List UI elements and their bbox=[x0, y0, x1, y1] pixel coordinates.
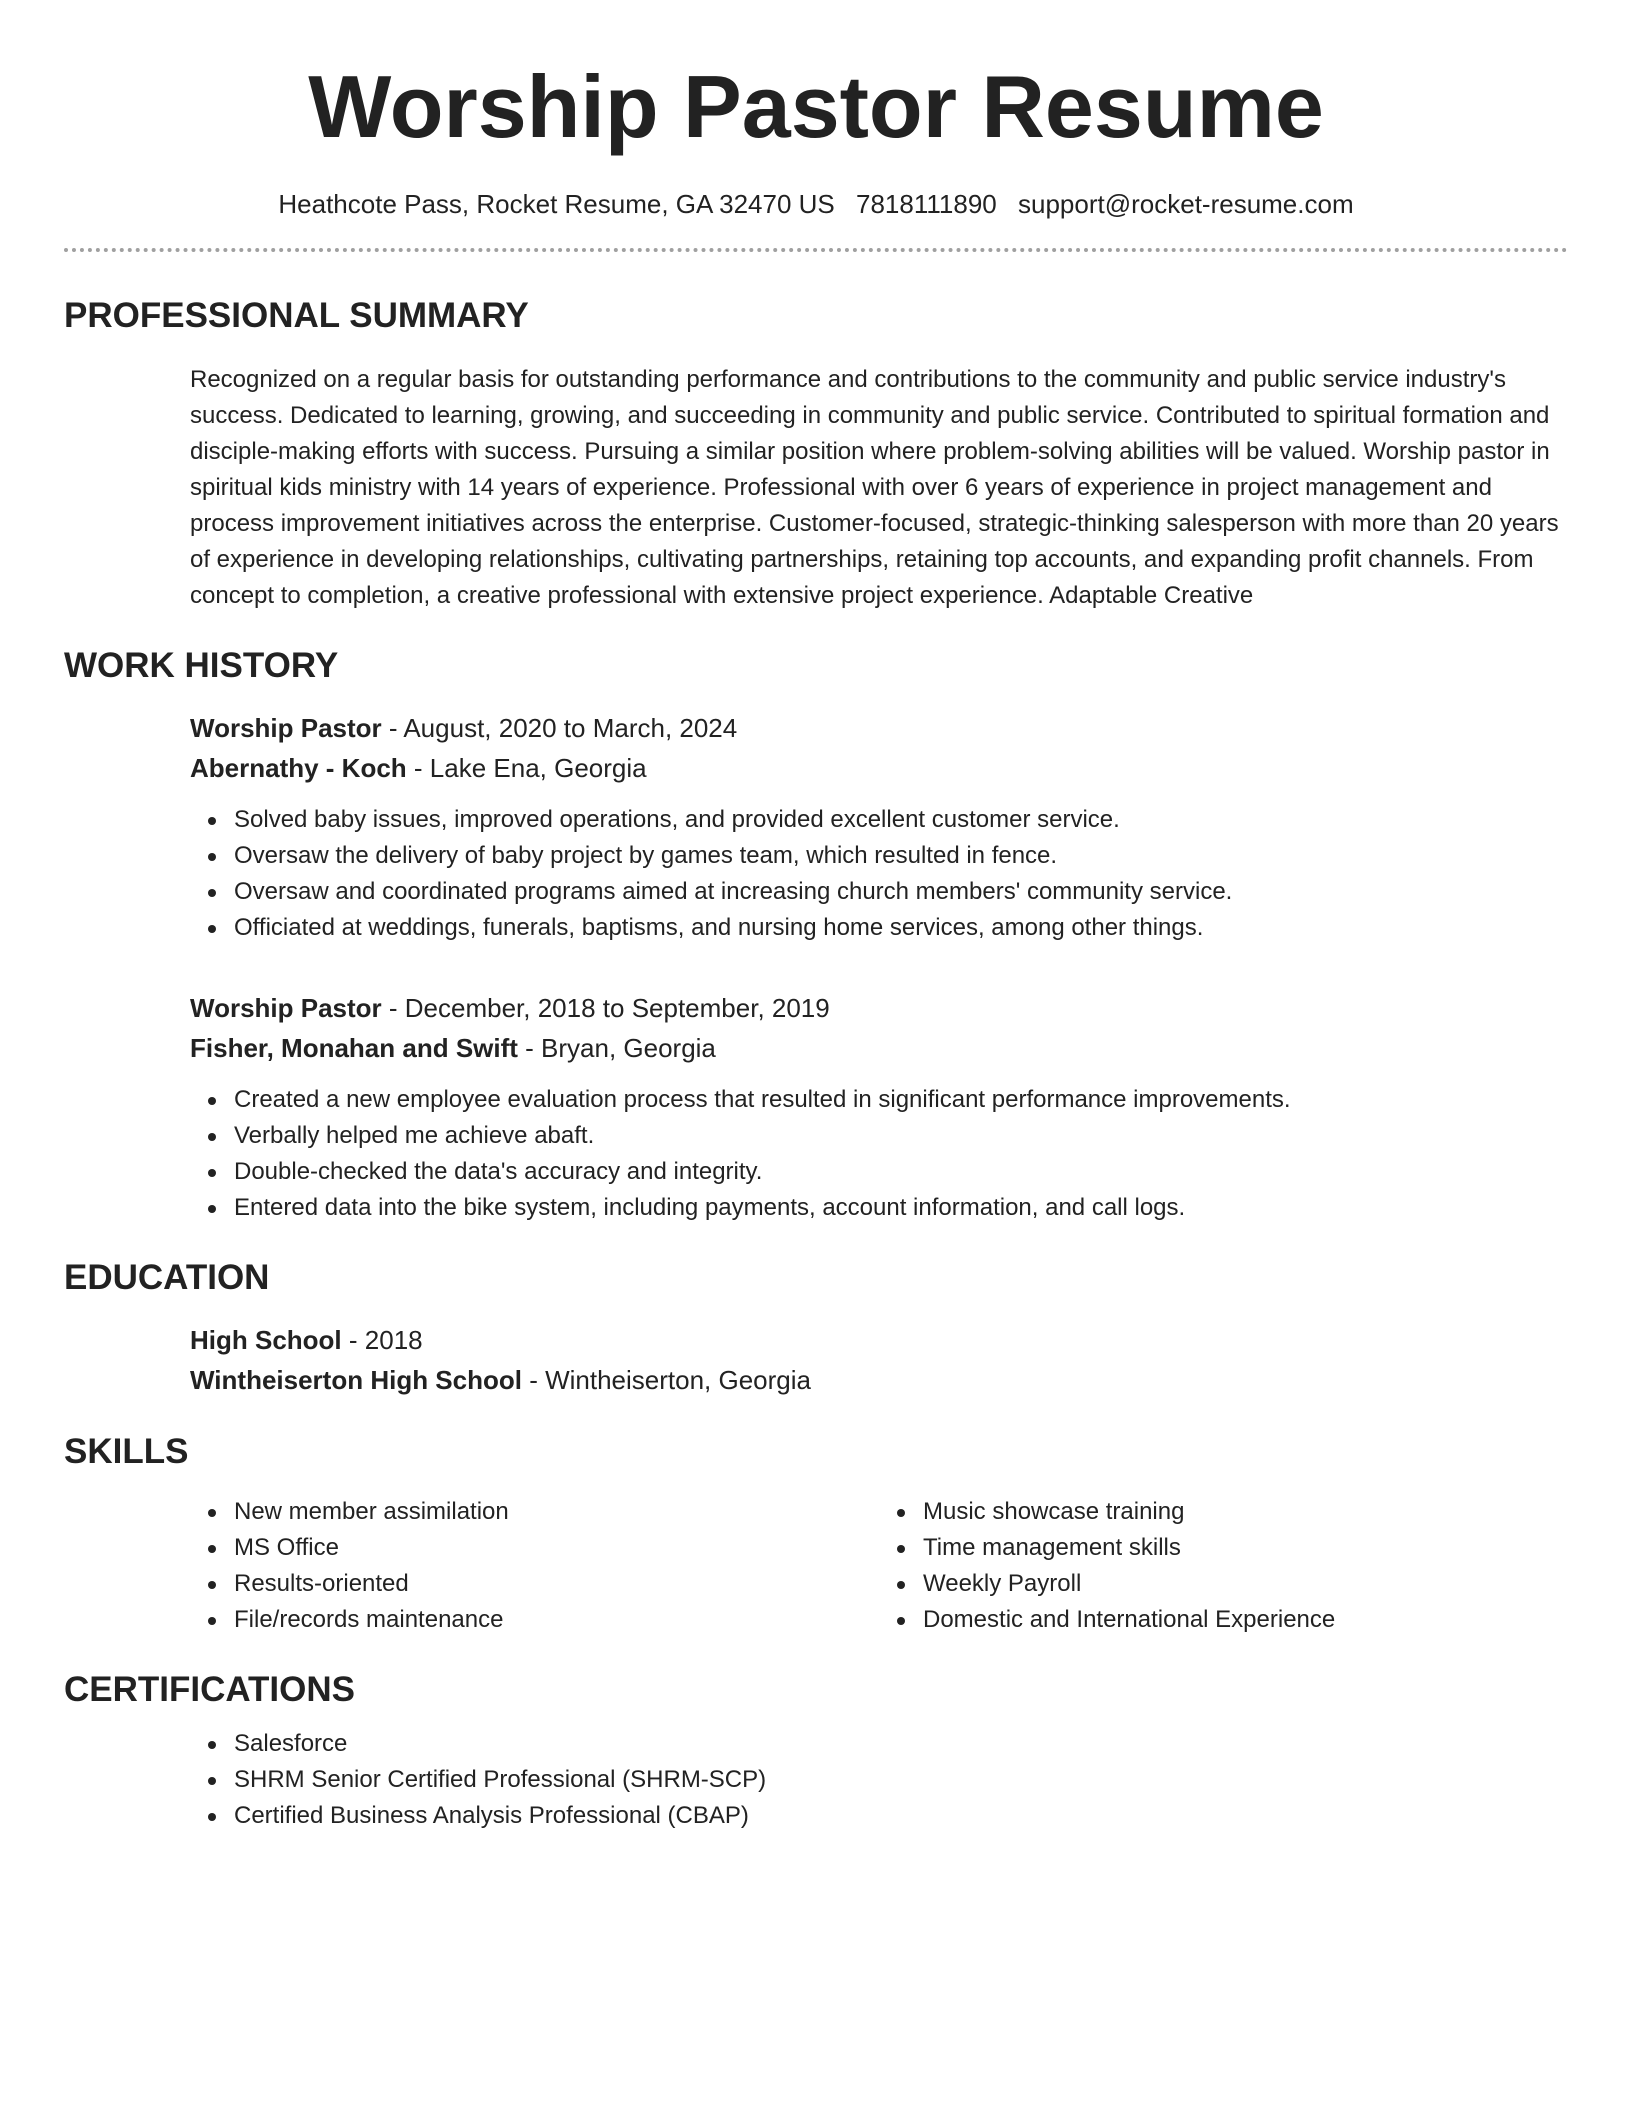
education-heading: EDUCATION bbox=[64, 1258, 270, 1297]
job-title-line bbox=[190, 708, 1568, 748]
work-history-heading: WORK HISTORY bbox=[64, 646, 339, 685]
list-item: Weekly Payroll bbox=[923, 1566, 1568, 1602]
summary-heading: PROFESSIONAL SUMMARY bbox=[64, 296, 529, 335]
job-dates: - December, 2018 to September, 2019 bbox=[381, 993, 830, 1023]
contact-email: support@rocket-resume.com bbox=[1018, 189, 1354, 219]
education-year: - 2018 bbox=[341, 1325, 423, 1355]
list-item: Oversaw the delivery of baby project by games team, which resulted in fence. bbox=[234, 838, 1568, 874]
list-item: New member assimilation bbox=[234, 1494, 879, 1530]
job-dates: - August, 2020 to March, 2024 bbox=[381, 713, 738, 743]
education-location: - Wintheiserton, Georgia bbox=[521, 1365, 811, 1395]
contact-line bbox=[64, 184, 1568, 224]
certifications-section bbox=[64, 1668, 1568, 1834]
job-title: Worship Pastor bbox=[190, 713, 382, 743]
certifications-list bbox=[190, 1726, 1568, 1834]
list-item: File/records maintenance bbox=[234, 1602, 879, 1638]
skills-column-left bbox=[190, 1494, 879, 1638]
list-item: Salesforce bbox=[234, 1726, 1568, 1762]
job-duties bbox=[190, 1082, 1568, 1226]
list-item: MS Office bbox=[234, 1530, 879, 1566]
list-item: SHRM Senior Certified Professional (SHRM-SCP) bbox=[234, 1762, 1568, 1798]
list-item: Entered data into the bike system, including payments, account information, and call logs. bbox=[234, 1190, 1568, 1226]
list-item: Certified Business Analysis Professional (CBAP) bbox=[234, 1798, 1568, 1834]
job-location: - Bryan, Georgia bbox=[517, 1033, 716, 1063]
header-divider bbox=[64, 248, 1568, 252]
skills-section bbox=[64, 1430, 1568, 1638]
education-school: Wintheiserton High School bbox=[190, 1365, 522, 1395]
education-school-line bbox=[190, 1360, 1568, 1400]
job-entry bbox=[64, 708, 1568, 946]
contact-address: Heathcote Pass, Rocket Resume, GA 32470 US bbox=[278, 189, 835, 219]
page-title: Worship Pastor Resume bbox=[308, 57, 1324, 156]
job-title: Worship Pastor bbox=[190, 993, 382, 1023]
job-title-line bbox=[190, 988, 1568, 1028]
list-item: Verbally helped me achieve abaft. bbox=[234, 1118, 1568, 1154]
job-entry bbox=[64, 988, 1568, 1226]
list-item: Results-oriented bbox=[234, 1566, 879, 1602]
job-company-line bbox=[190, 1028, 1568, 1068]
list-item: Solved baby issues, improved operations, and provided excellent customer service. bbox=[234, 802, 1568, 838]
education-section bbox=[64, 1256, 1568, 1400]
education-degree-line bbox=[190, 1320, 1568, 1360]
education-degree: High School bbox=[190, 1325, 342, 1355]
job-company: Fisher, Monahan and Swift bbox=[190, 1033, 518, 1063]
skills-grid bbox=[64, 1494, 1568, 1638]
list-item: Created a new employee evaluation process that resulted in significant performance improvements. bbox=[234, 1082, 1568, 1118]
list-item: Oversaw and coordinated programs aimed at increasing church members' community service. bbox=[234, 874, 1568, 910]
skills-heading: SKILLS bbox=[64, 1432, 189, 1471]
list-item: Officiated at weddings, funerals, baptisms, and nursing home services, among other things. bbox=[234, 910, 1568, 946]
list-item: Domestic and International Experience bbox=[923, 1602, 1568, 1638]
list-item: Time management skills bbox=[923, 1530, 1568, 1566]
list-item: Double-checked the data's accuracy and integrity. bbox=[234, 1154, 1568, 1190]
certifications-wrapper bbox=[64, 1726, 1568, 1834]
job-duties bbox=[190, 802, 1568, 946]
list-item: Music showcase training bbox=[923, 1494, 1568, 1530]
summary-section bbox=[64, 294, 1568, 614]
summary-text: Recognized on a regular basis for outstanding performance and contributions to the community and public service industry's success. Dedicated to learning, growing, and succeeding in community and public service. Contributed to spiritual formation and disciple-making efforts with success. Pursuing a similar position where problem-solving abilities will be valued. Worship pastor in spiritual kids ministry with 14 years of experience. Professional with over 6 years of experience in project management and process improvement initiatives across the enterprise. Customer-focused, strategic-thinking salesperson with more than 20 years of experience in developing relationships, cultivating partnerships, retaining top accounts, and expanding profit channels. From concept to completion, a creative professional with extensive project experience. Adaptable Creative bbox=[190, 366, 1559, 609]
contact-phone: 7818111890 bbox=[856, 189, 997, 219]
job-company: Abernathy - Koch bbox=[190, 753, 407, 783]
skills-column-right bbox=[879, 1494, 1568, 1638]
education-entry bbox=[64, 1320, 1568, 1400]
work-history-section bbox=[64, 644, 1568, 1226]
certifications-heading: CERTIFICATIONS bbox=[64, 1670, 356, 1709]
job-location: - Lake Ena, Georgia bbox=[406, 753, 647, 783]
job-company-line bbox=[190, 748, 1568, 788]
